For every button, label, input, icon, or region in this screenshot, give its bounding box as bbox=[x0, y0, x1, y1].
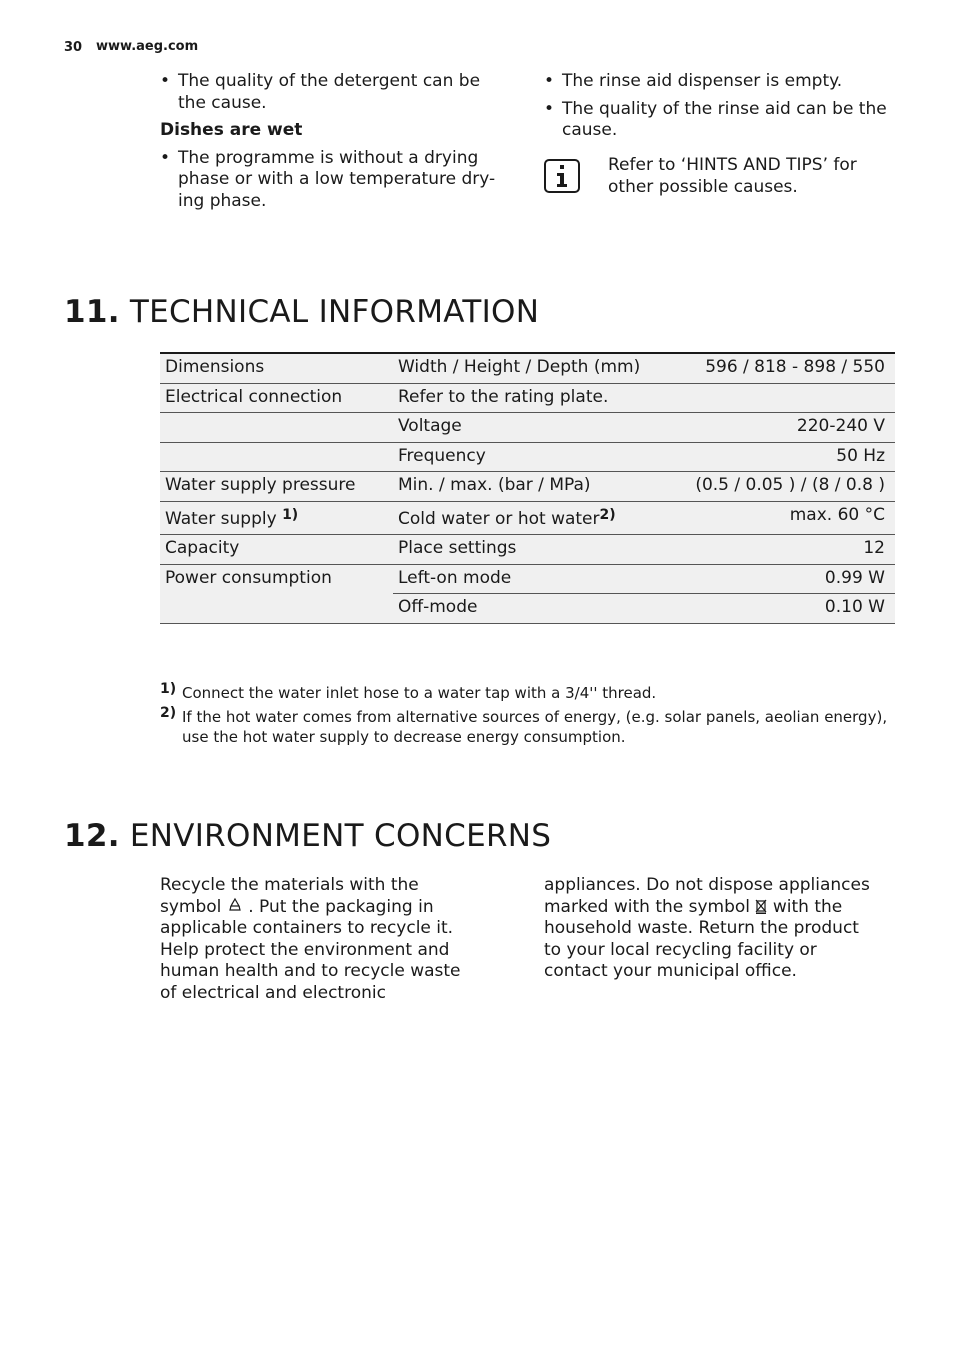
page-number: 30 bbox=[64, 40, 83, 55]
table-row: Power consumption Left-on mode 0.99 W bbox=[160, 564, 895, 594]
section-12-title: 12. ENVIRONMENT CONCERNS bbox=[64, 818, 552, 854]
footnote: 2) If the hot water comes from alternative sources of energy, (e.g. solar panels, aeolian energy), use the hot water supply to decrease energy consumption. bbox=[160, 705, 888, 746]
table-row: Capacity Place settings 12 bbox=[160, 535, 895, 565]
section-11-title: 11. TECHNICAL INFORMATION bbox=[64, 294, 540, 330]
environment-text-left: Recycle the materials with the symbol . Put the packaging in applicable containers to recycle it. Help protect the environment and human health and to recycle waste of electrical and electronic bbox=[160, 875, 461, 1003]
list-item: • The programme is without a drying phase or with a low temperature dry-ing phase. bbox=[160, 147, 496, 211]
info-note-text: Refer to ‘HINTS AND TIPS’ for other possible causes. bbox=[608, 155, 857, 197]
troubleshooting-left bbox=[160, 71, 500, 218]
troubleshooting-right bbox=[544, 71, 894, 148]
footnotes bbox=[160, 683, 895, 751]
technical-table bbox=[160, 352, 895, 624]
recycle-icon bbox=[227, 897, 243, 913]
table-row: Voltage 220-240 V bbox=[160, 413, 895, 443]
list-item: • The quality of the detergent can be the cause. bbox=[160, 71, 481, 113]
table-row: Water supply pressure Min. / max. (bar / MPa) (0.5 / 0.05 ) / (8 / 0.8 ) bbox=[160, 472, 895, 502]
header-url: www.aeg.com bbox=[96, 39, 199, 54]
list-item: • The rinse aid dispenser is empty. bbox=[544, 71, 843, 91]
table-row: Off-mode 0.10 W bbox=[160, 594, 895, 624]
table-row: Electrical connection Refer to the rating plate. bbox=[160, 383, 895, 413]
table-row: Dimensions Width / Height / Depth (mm) 596 / 818 - 898 / 550 bbox=[160, 353, 895, 383]
info-note bbox=[544, 155, 894, 198]
table-row: Water supply $^{1)}$ Cold water or hot water$^{2)}$ max. 60 °C bbox=[160, 501, 895, 535]
dishes-wet-heading: Dishes are wet bbox=[160, 120, 303, 140]
list-item: • The quality of the rinse aid can be the cause. bbox=[544, 98, 887, 140]
crossed-bin-icon bbox=[755, 898, 767, 914]
table-row: Frequency 50 Hz bbox=[160, 442, 895, 472]
info-icon bbox=[544, 159, 580, 193]
footnote: 1) Connect the water inlet hose to a water tap with a 3/4'' thread. bbox=[160, 681, 657, 702]
environment-text-right: appliances. Do not dispose appliances marked with the symbol with the household waste. Return the product to your local recycling facility or contact your municipal office. bbox=[544, 875, 870, 981]
